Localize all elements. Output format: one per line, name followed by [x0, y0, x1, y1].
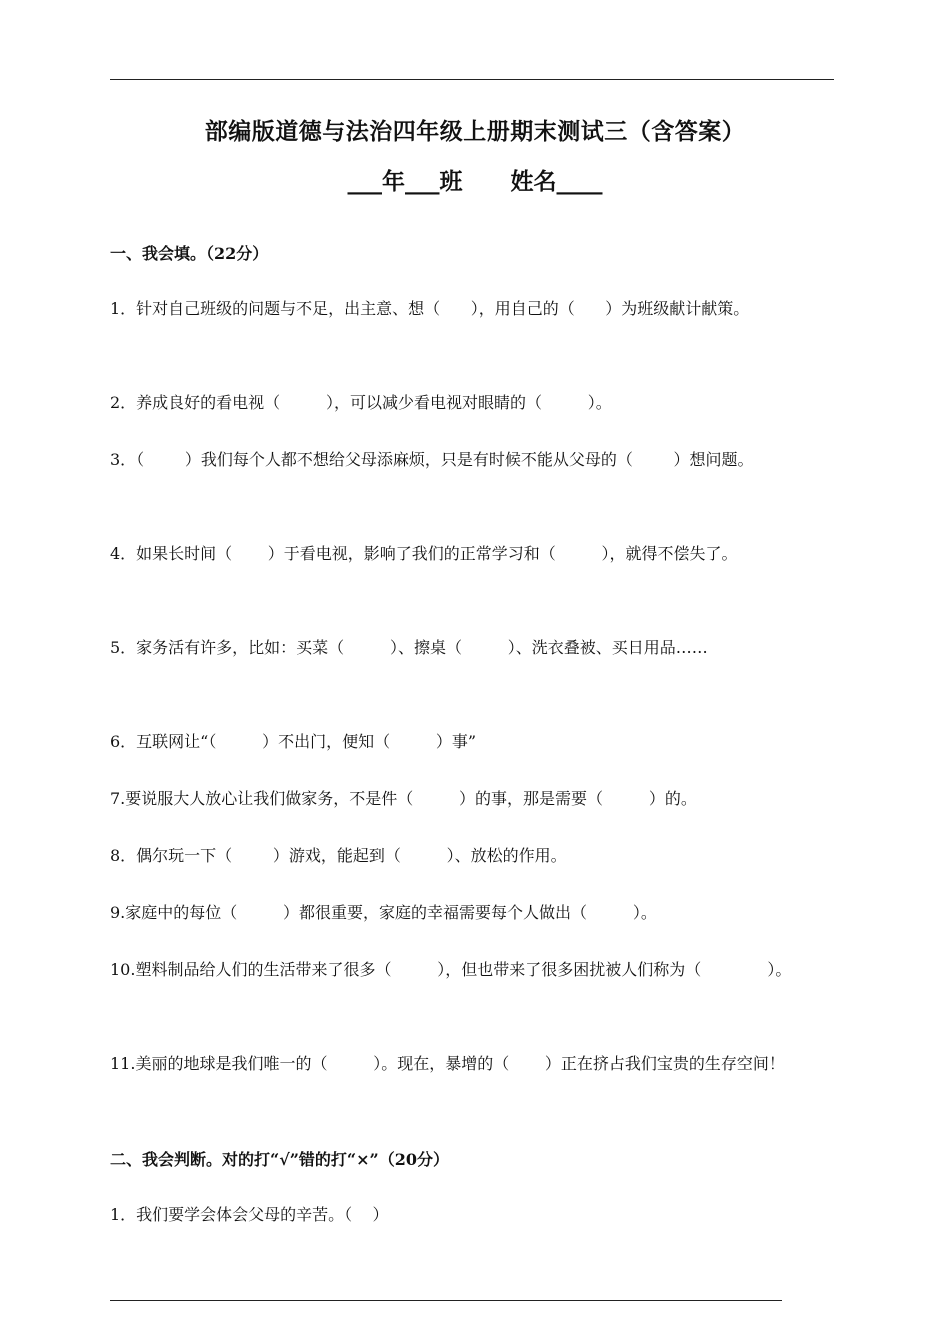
question-fill-8: 8．偶尔玩一下（ ）游戏，能起到（ ）、放松的作用。: [110, 846, 567, 865]
question-fill-4: 4．如果长时间（ ）于看电视，影响了我们的正常学习和（ ），就得不偿失了。: [110, 544, 738, 563]
section-heading-fill: 一、我会填。（22分）: [110, 244, 269, 263]
question-fill-9: 9.家庭中的每位（ ）都很重要，家庭的幸福需要每个人做出（ ）。: [110, 903, 657, 922]
question-fill-10: 10.塑料制品给人们的生活带来了很多（ ），但也带来了很多困扰被人们称为（ ）。: [110, 960, 792, 979]
question-fill-2: 2．养成良好的看电视（ ），可以减少看电视对眼睛的（ ）。: [110, 393, 612, 412]
question-fill-1: 1．针对自己班级的问题与不足，出主意、想（ ），用自己的（ ）为班级献计献策。: [110, 299, 750, 318]
question-judge-1: 1．我们要学会体会父母的辛苦。（ ）: [110, 1205, 389, 1224]
footer-rule: [110, 1300, 782, 1301]
question-fill-6: 6．互联网让“（ ）不出门，便知（ ）事”: [110, 732, 477, 751]
question-fill-7: 7.要说服大人放心让我们做家务，不是件（ ）的事，那是需要（ ）的。: [110, 789, 697, 808]
document-title: 部编版道德与法治四年级上册期末测试三（含答案）: [204, 118, 746, 145]
question-fill-11: 11.美丽的地球是我们唯一的（ ）。现在，暴增的（ ）正在挤占我们宝贵的生存空间！: [110, 1054, 785, 1073]
question-fill-3: 3．（ ）我们每个人都不想给父母添麻烦，只是有时候不能从父母的（ ）想问题。: [110, 450, 754, 469]
header-rule: [110, 79, 834, 80]
class-name-line: ___年___班 姓名____: [347, 168, 603, 195]
question-fill-5: 5．家务活有许多，比如：买菜（ ）、擦桌（ ）、洗衣叠被、买日用品……: [110, 638, 708, 657]
section-heading-judge: 二、我会判断。对的打“√”错的打“×”（20分）: [110, 1150, 450, 1169]
